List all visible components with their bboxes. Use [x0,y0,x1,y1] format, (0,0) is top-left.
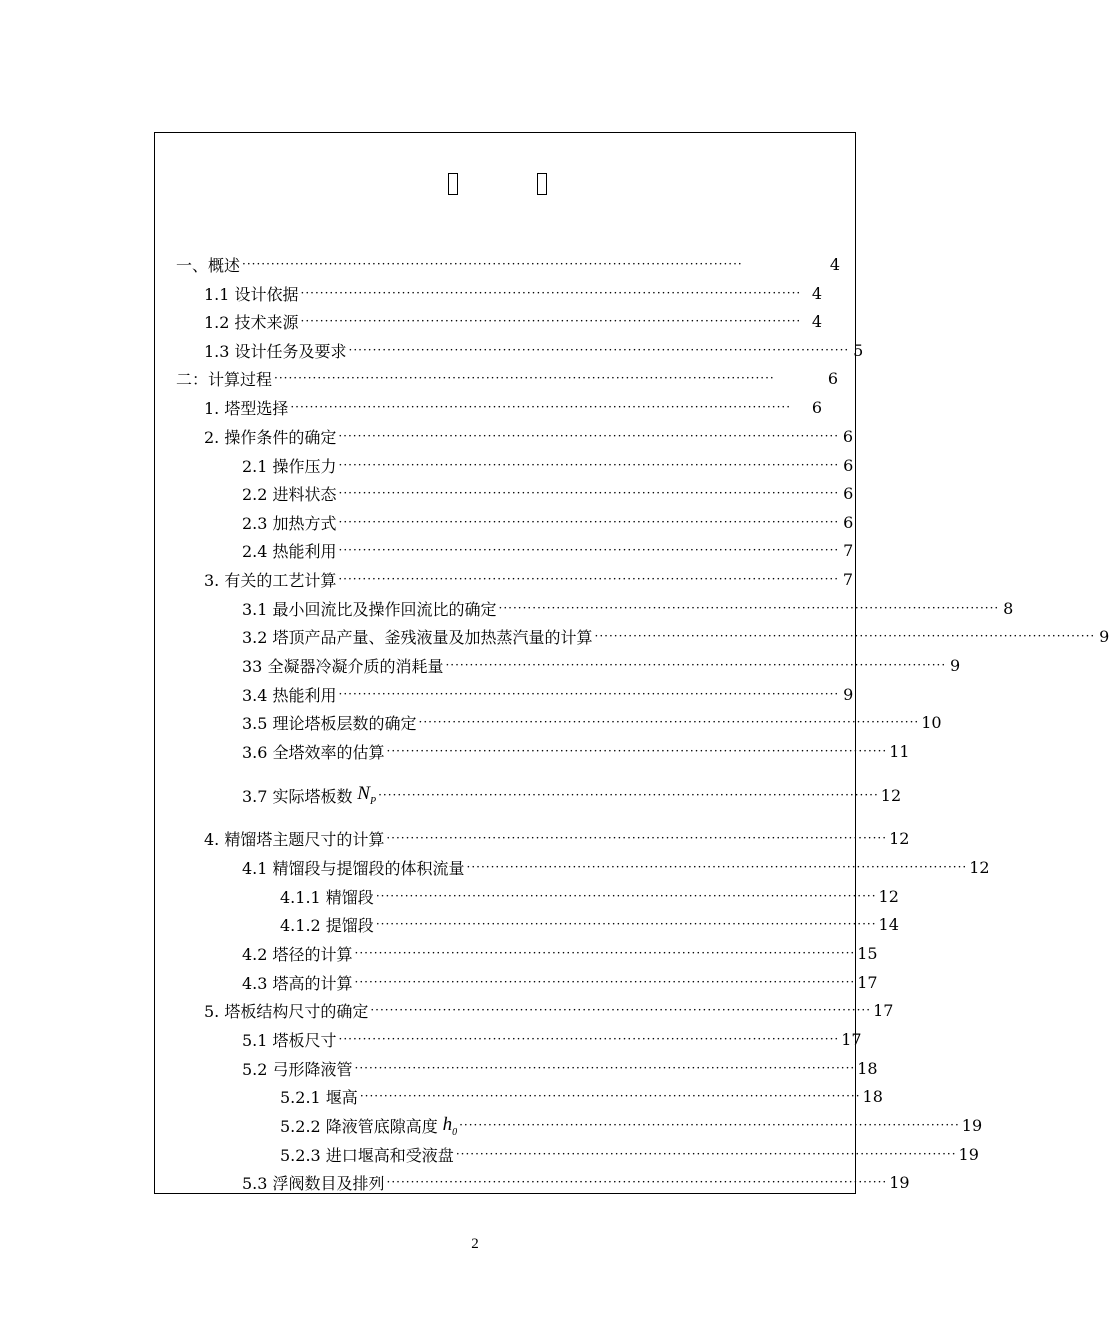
leader-dots: ········································································································ [242,257,743,271]
toc-entry[interactable] [242,776,902,814]
toc-entry-page: 12 [878,887,899,906]
toc-entry-page: 7 [842,570,854,589]
toc-entry-label: 5.2.1 堰高 [280,1088,358,1107]
toc-entry[interactable] [242,451,854,480]
toc-entry[interactable] [242,594,1014,623]
leader-dots: ········································································································ [459,1118,960,1132]
toc-entry-label: 5.1 塔板尺寸 [242,1031,337,1050]
toc-entry[interactable] [242,939,878,968]
leader-dots: ········································································································ [370,1003,872,1017]
toc-entry[interactable] [280,882,899,911]
toc-entry-label: 4. 精馏塔主题尺寸的计算 [204,830,385,849]
leader-dots: ········································································································ [300,286,802,300]
leader-dots: ········································································································ [375,889,877,903]
toc-entry[interactable] [204,824,910,853]
toc-entry-label: 4.1.2 提馏段 [280,916,374,935]
toc-entry-label: 1. 塔型选择 [204,399,289,418]
leader-dots: ········································································································ [338,1032,840,1046]
toc-entry-label: 4.1 精馏段与提馏段的体积流量 [242,859,465,878]
toc-entry-page: 10 [921,713,942,732]
toc-entry[interactable] [204,996,894,1025]
toc-entry[interactable] [242,1054,878,1083]
toc-entry[interactable] [242,708,942,737]
toc-entry[interactable] [242,651,961,680]
toc-entry[interactable] [280,1082,883,1111]
leader-dots: ········································································································ [338,429,840,443]
toc-entry-page: 4 [811,284,822,303]
toc-entry[interactable] [242,968,878,997]
leader-dots: ········································································································ [375,917,877,931]
leader-dots: ········································································································ [386,744,888,758]
toc-entry-label: 5.2 弓形降液管 [242,1060,353,1079]
leader-dots: ········································································································ [300,314,802,328]
toc-entry[interactable] [204,422,854,451]
leader-dots: ········································································································ [354,1061,856,1075]
math-subscript: P [369,795,377,807]
leader-dots: ········································································································ [338,543,840,557]
toc-entry[interactable] [242,1168,910,1197]
toc-entry[interactable] [242,479,854,508]
leader-dots: ········································································································ [466,860,968,874]
math-subscript: 0 [452,1126,458,1138]
toc-entry-page: 6 [843,484,854,503]
toc-entry[interactable] [204,336,864,365]
math-symbol: h [442,1113,453,1135]
toc-entry-page: 12 [969,858,990,877]
toc-entry-label: 3.6 全塔效率的估算 [242,743,385,762]
toc-entry-label: 33 全凝器冷凝介质的消耗量 [242,657,444,676]
toc-entry-page: 19 [889,1173,910,1192]
toc-entry-page: 17 [841,1030,862,1049]
toc-entry[interactable] [242,737,910,766]
toc-entry-page: 9 [1099,627,1109,646]
leader-dots: ········································································································ [338,572,840,586]
toc-entry[interactable] [204,307,822,336]
toc-entry-page: 11 [889,742,910,761]
toc-entry-label: 5.3 浮阀数目及排列 [242,1174,385,1193]
leader-dots: ········································································································ [359,1089,861,1103]
toc-entry-page: 5 [853,341,864,360]
leader-dots: ········································································································ [386,1175,888,1189]
leader-dots: ········································································································ [338,687,840,701]
title-missing-glyph-icon [537,173,547,195]
toc-entry-page: 12 [889,829,910,848]
toc-entry-page: 19 [961,1116,983,1135]
toc-entry-label: 4.3 塔高的计算 [242,974,353,993]
toc-entry-label: 3.2 塔顶产品产量、釜残液量及加热蒸汽量的计算 [242,628,593,647]
toc-entry[interactable] [242,622,1109,651]
toc-entry[interactable] [280,910,899,939]
toc-entry-label: 5. 塔板结构尺寸的确定 [204,1002,369,1021]
toc-entry-page: 4 [811,312,822,331]
toc-entry-label: 1.2 技术来源 [204,313,299,332]
toc-entry[interactable] [242,1025,862,1054]
title-missing-glyph-icon [448,173,458,195]
toc-entry-page: 9 [843,685,854,704]
toc-entry-label: 3. 有关的工艺计算 [204,571,337,590]
toc-entry[interactable] [242,508,854,537]
leader-dots: ········································································································ [338,458,840,472]
toc-entry[interactable] [204,393,822,422]
toc-entry-label: 2.4 热能利用 [242,542,337,561]
leader-dots: ········································································································ [354,975,856,989]
leader-dots: ········································································································ [378,787,879,802]
toc-entry-page: 8 [1003,599,1014,618]
leader-dots: ········································································································ [594,629,1096,643]
math-symbol: N [357,783,370,805]
toc-entry[interactable] [176,364,838,393]
toc-entry[interactable] [204,565,854,594]
leader-dots: ········································································································ [348,343,850,357]
toc-entry[interactable] [280,1140,979,1169]
toc-entry[interactable] [242,536,854,565]
toc-entry-page: 14 [878,915,899,934]
leader-dots: ········································································································ [445,658,947,672]
toc-entry-page: 15 [857,944,878,963]
toc-entry-label: 二：计算过程 [176,370,273,389]
toc-entry-page: 4 [829,255,840,274]
toc-entry-label: 5.2.2 降液管底隙高度 [280,1117,438,1136]
toc-entry-page: 18 [857,1059,878,1078]
h0-symbol [438,1114,457,1138]
leader-dots: ········································································································ [274,371,775,385]
toc-entry-page: 6 [827,369,838,388]
toc-entry-label: 一、概述 [176,256,241,275]
toc-entry-page: 17 [857,973,878,992]
toc-entry-page: 6 [843,513,854,532]
leader-dots: ········································································································ [498,601,1000,615]
toc-entry-label: 4.1.1 精馏段 [280,888,374,907]
toc-entry[interactable] [176,250,840,279]
toc-entry-label: 2.2 进料状态 [242,485,337,504]
leader-dots: ········································································································ [455,1147,957,1161]
leader-dots: ········································································································ [418,715,920,729]
toc-entry-page: 6 [811,398,822,417]
leader-dots: ········································································································ [354,946,856,960]
np-symbol [353,783,377,807]
toc-entry-page: 12 [880,785,902,805]
toc-entry[interactable] [242,853,990,882]
leader-dots: ········································································································ [290,400,792,414]
toc-entry[interactable] [204,279,822,308]
toc-entry-page: 7 [843,541,854,560]
toc-entry-label: 2.3 加热方式 [242,514,337,533]
toc-entry[interactable] [280,1111,983,1140]
toc-entry-label: 3.5 理论塔板层数的确定 [242,714,417,733]
toc-entry[interactable] [242,680,854,709]
page-number: 2 [471,1236,479,1252]
toc-entry-label: 1.1 设计依据 [204,285,299,304]
toc-entry-label: 2. 操作条件的确定 [204,428,337,447]
toc-entry-label: 3.4 热能利用 [242,686,337,705]
toc-entry-label: 3.1 最小回流比及操作回流比的确定 [242,600,497,619]
leader-dots: ········································································································ [338,515,840,529]
toc-entry-label: 5.2.3 进口堰高和受液盘 [280,1146,454,1165]
toc-entry-page: 9 [949,656,961,675]
toc-entry-label: 2.1 操作压力 [242,457,337,476]
toc-entry-page: 6 [842,427,854,446]
toc-entry-page: 19 [958,1145,979,1164]
leader-dots: ········································································································ [338,486,840,500]
leader-dots: ········································································································ [386,831,888,845]
toc-entry-page: 17 [873,1001,894,1020]
toc-entry-label: 1.3 设计任务及要求 [204,342,347,361]
toc-title [0,173,950,201]
toc-entry-label: 4.2 塔径的计算 [242,945,353,964]
toc-entry-label: 3.7 实际塔板数 [242,786,353,806]
toc-entry-page: 18 [862,1087,883,1106]
toc-entry-page: 6 [843,456,854,475]
